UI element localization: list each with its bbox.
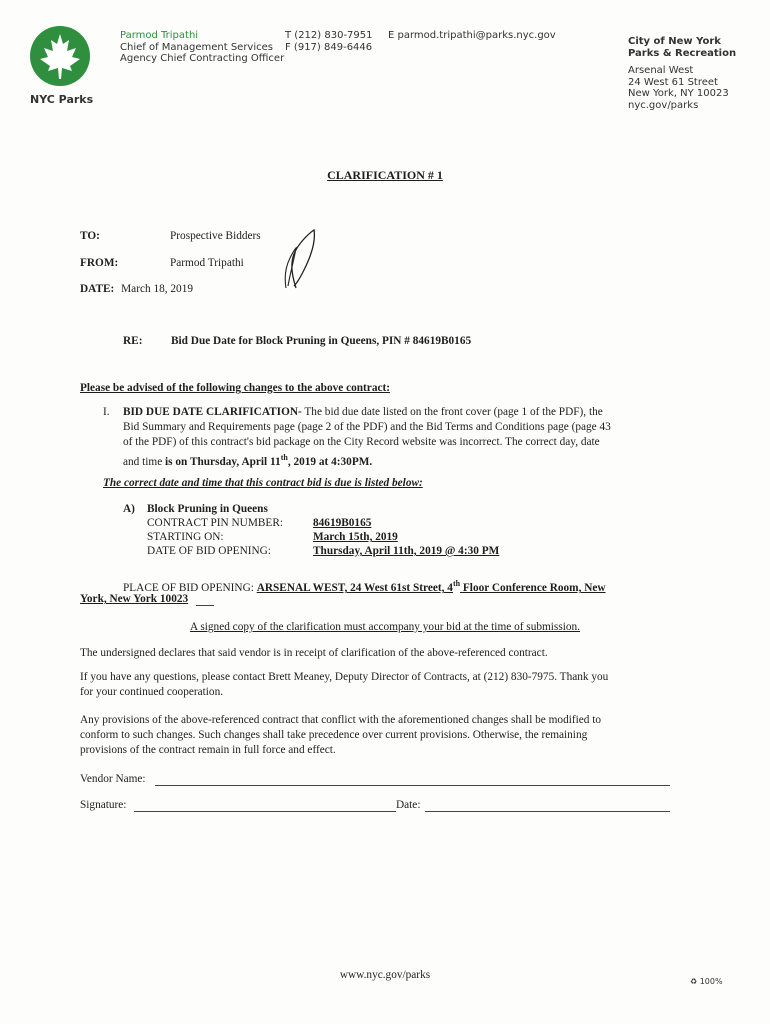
from-label: FROM: xyxy=(80,257,119,269)
re-label: RE: xyxy=(123,335,143,347)
place-value-sup: th xyxy=(452,579,461,588)
signature-label: Signature: xyxy=(80,799,127,811)
contact-numbers xyxy=(285,30,373,53)
contract-pin-value: 84619B0165 xyxy=(313,517,372,529)
provisions-line-2: conform to such changes. Such changes shall take precedence over current provisions. Otherwise, the remaining xyxy=(80,729,588,741)
handwritten-initials-signature xyxy=(278,226,324,292)
item-line-4-bold: is on Thursday, April 11 xyxy=(165,455,281,468)
maple-leaf-icon xyxy=(30,26,90,86)
bid-opening-label: DATE OF BID OPENING: xyxy=(147,545,271,557)
item-paragraph xyxy=(123,405,683,470)
provisions-paragraph xyxy=(80,713,601,758)
recycle-icon: ♻ xyxy=(690,977,698,986)
date-label: DATE: xyxy=(80,283,115,295)
sender-title-2: Agency Chief Contracting Officer xyxy=(120,53,285,64)
org-line-2: Parks & Recreation xyxy=(628,47,737,59)
recycled-percent: 100% xyxy=(699,977,723,986)
org-line-1: City of New York xyxy=(628,36,721,47)
bid-opening-value: Thursday, April 11th, 2019 @ 4:30 PM xyxy=(313,545,500,557)
address-line-4: nyc.gov/parks xyxy=(628,99,699,111)
address-line-2: 24 West 61 Street xyxy=(628,76,718,88)
provisions-line-1: Any provisions of the above-referenced contract that conflict with the aforementioned changes shall be modified to xyxy=(80,714,602,726)
re-value: Bid Due Date for Block Pruning in Queens, PIN # 84619B0165 xyxy=(171,335,472,347)
starting-on-label: STARTING ON: xyxy=(147,531,224,543)
undersigned-statement: The undersigned declares that said vendor is in receipt of clarification of the above-referenced contract. xyxy=(80,647,548,659)
signed-copy-notice: A signed copy of the clarification must accompany your bid at the time of submission. xyxy=(190,621,580,633)
agency-logo-text: NYC Parks xyxy=(30,93,94,106)
date-field-line[interactable] xyxy=(425,811,670,812)
correct-date-heading: The correct date and time that this contract bid is due is listed below: xyxy=(103,477,423,489)
date-value: March 18, 2019 xyxy=(121,283,193,295)
item-line-2: Bid Summary and Requirements page (page 2 of the PDF) and the Bid Terms and Conditions page (page 43 xyxy=(123,421,611,433)
place-value-2: Floor Conference Room, New xyxy=(460,581,606,594)
place-label: PLACE OF BID OPENING: xyxy=(123,581,254,594)
item-heading: BID DUE DATE CLARIFICATION- xyxy=(123,406,302,418)
address-line-3: New York, NY 10023 xyxy=(628,88,729,99)
sub-item-title: Block Pruning in Queens xyxy=(147,503,268,515)
place-value-1: ARSENAL WEST, 24 West 61st Street, 4 xyxy=(256,581,453,594)
sender-title-1: Chief of Management Services xyxy=(120,41,273,53)
provisions-line-3: provisions of the contract remain in full force and effect. xyxy=(80,744,336,756)
item-line-4-suffix: , 2019 at 4:30PM. xyxy=(287,455,373,468)
sender-fax: F (917) 849-6446 xyxy=(285,41,373,53)
starting-on-value: March 15th, 2019 xyxy=(313,531,398,543)
contact-line-1: If you have any questions, please contact Brett Meaney, Deputy Director of Contracts, at (212) 830-7975. Thank you xyxy=(80,671,609,683)
contact-line-2: for your continued cooperation. xyxy=(80,686,224,698)
sender-email: E parmod.tripathi@parks.nyc.gov xyxy=(388,30,556,41)
contact-paragraph xyxy=(80,670,608,700)
signature-line[interactable] xyxy=(134,811,396,812)
from-value: Parmod Tripathi xyxy=(170,257,244,269)
document-title: CLARIFICATION # 1 xyxy=(327,168,443,182)
place-value-3: York, New York 10023 xyxy=(80,593,189,605)
date-field-label: Date: xyxy=(396,799,421,811)
nyc-parks-logo xyxy=(30,26,90,86)
contract-pin-label: CONTRACT PIN NUMBER: xyxy=(147,517,283,529)
vendor-name-line[interactable] xyxy=(155,785,670,786)
item-line-3: of the PDF) of this contract's bid package on the City Record website was incorrect. The correct day, date xyxy=(123,436,600,448)
sender-phone: T (212) 830-7951 xyxy=(285,30,373,41)
item-line-4-sup: th xyxy=(280,453,288,462)
item-line-1: The bid due date listed on the front cover (page 1 of the PDF), the xyxy=(304,406,603,418)
place-of-bid-line xyxy=(123,576,606,596)
sub-item-label: A) xyxy=(123,503,135,515)
org-address-block xyxy=(628,36,736,111)
date-row xyxy=(80,282,193,297)
to-value: Prospective Bidders xyxy=(170,230,261,242)
to-label: TO: xyxy=(80,230,100,242)
item-number: I. xyxy=(103,406,110,418)
address-line-1: Arsenal West xyxy=(628,65,694,76)
vendor-name-label: Vendor Name: xyxy=(80,773,146,785)
footer-website: www.nyc.gov/parks xyxy=(339,969,431,981)
sender-block xyxy=(120,30,284,65)
item-line-4-prefix: and time xyxy=(123,455,166,468)
recycled-badge xyxy=(690,977,723,986)
advise-heading: Please be advised of the following changes to the above contract: xyxy=(80,382,391,394)
place-underline-tail xyxy=(196,605,214,606)
sender-name: Parmod Tripathi xyxy=(120,30,199,41)
